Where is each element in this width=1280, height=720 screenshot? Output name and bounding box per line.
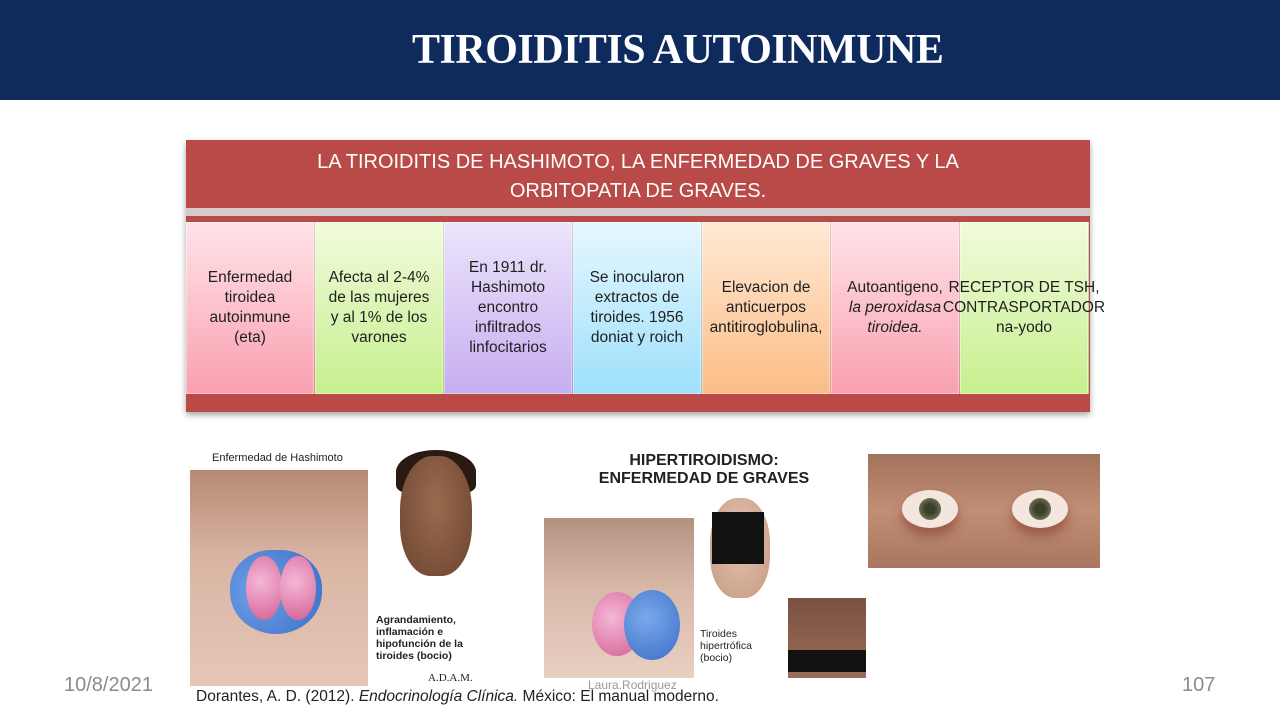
card-row	[186, 222, 1106, 394]
graves-label: Tiroides hipertrófica (bocio)	[700, 628, 752, 664]
smartart-diagram	[186, 140, 1106, 412]
banner-line-1: LA TIROIDITIS DE HASHIMOTO, LA ENFERMEDAD DE GRAVES Y LA	[317, 151, 959, 173]
slide-title: TIROIDITIS AUTOINMUNE	[412, 27, 944, 73]
page-number: 107	[1182, 674, 1216, 696]
eye-right	[1012, 490, 1068, 528]
thyroid-lobe-left	[246, 556, 282, 620]
card-eta	[186, 222, 315, 394]
graves-heading	[574, 452, 834, 488]
card-text: Elevacion de anticuerpos antitiroglobulina,	[709, 279, 823, 336]
card-text	[839, 278, 951, 338]
footer-author: Laura.Rodriguez	[588, 678, 677, 692]
iris	[919, 498, 941, 520]
adam-logo: A.D.A.M.	[428, 672, 473, 684]
card-text: Enfermedad tiroidea autoinmune (eta)	[207, 269, 293, 346]
card-text: Se inocularon extractos de tiroides. 1956 doniat y roich	[589, 269, 685, 346]
hashimoto-caption: Enfermedad de Hashimoto	[212, 452, 343, 464]
banner-divider	[186, 208, 1090, 216]
card-text-plain: Autoantigeno,	[847, 279, 943, 296]
ref-italic: Endocrinología Clínica.	[358, 688, 519, 705]
graves-heading-line-1: HIPERTIROIDISMO:	[629, 452, 779, 469]
card-prevalence	[315, 222, 444, 394]
card-text: Afecta al 2-4% de las mujeres y al 1% de los varones	[328, 269, 430, 346]
orbitopathy-photo	[868, 454, 1100, 568]
censor-bar	[788, 650, 866, 672]
card-text-italic: la peroxidasa tiroidea.	[848, 299, 942, 336]
reference-citation	[196, 688, 719, 706]
face-illustration	[400, 456, 472, 576]
ref-post: México: El manual moderno.	[518, 688, 719, 705]
card-antibodies	[702, 222, 831, 394]
card-tsh-receptor	[942, 222, 1106, 394]
hashimoto-label: Agrandamiento, inflamación e hipofunción de la tiroides (bocio)	[376, 614, 463, 662]
banner-heading	[206, 148, 1070, 206]
ref-pre: Dorantes, A. D. (2012).	[196, 688, 359, 705]
censor-block	[712, 512, 764, 564]
card-hashimoto-1911	[444, 222, 573, 394]
thyroid-goiter-shape	[624, 590, 680, 660]
title-bar	[0, 0, 1280, 100]
card-extracts	[573, 222, 702, 394]
graves-illustration	[540, 450, 870, 684]
card-autoantigen	[831, 222, 960, 394]
patient-photo	[788, 598, 866, 678]
graves-heading-line-2: ENFERMEDAD DE GRAVES	[598, 470, 810, 487]
footer-date: 10/8/2021	[64, 674, 153, 696]
thyroid-lobe-right	[280, 556, 316, 620]
card-text: RECEPTOR DE TSH, CONTRASPORTADOR na-yodo	[942, 279, 1106, 336]
banner	[186, 140, 1106, 412]
hashimoto-illustration	[190, 446, 490, 686]
card-text: En 1911 dr. Hashimoto encontro infiltrados linfocitarios	[468, 259, 548, 356]
banner-line-2: ORBITOPATIA DE GRAVES.	[509, 180, 767, 202]
eye-left	[902, 490, 958, 528]
iris	[1029, 498, 1051, 520]
